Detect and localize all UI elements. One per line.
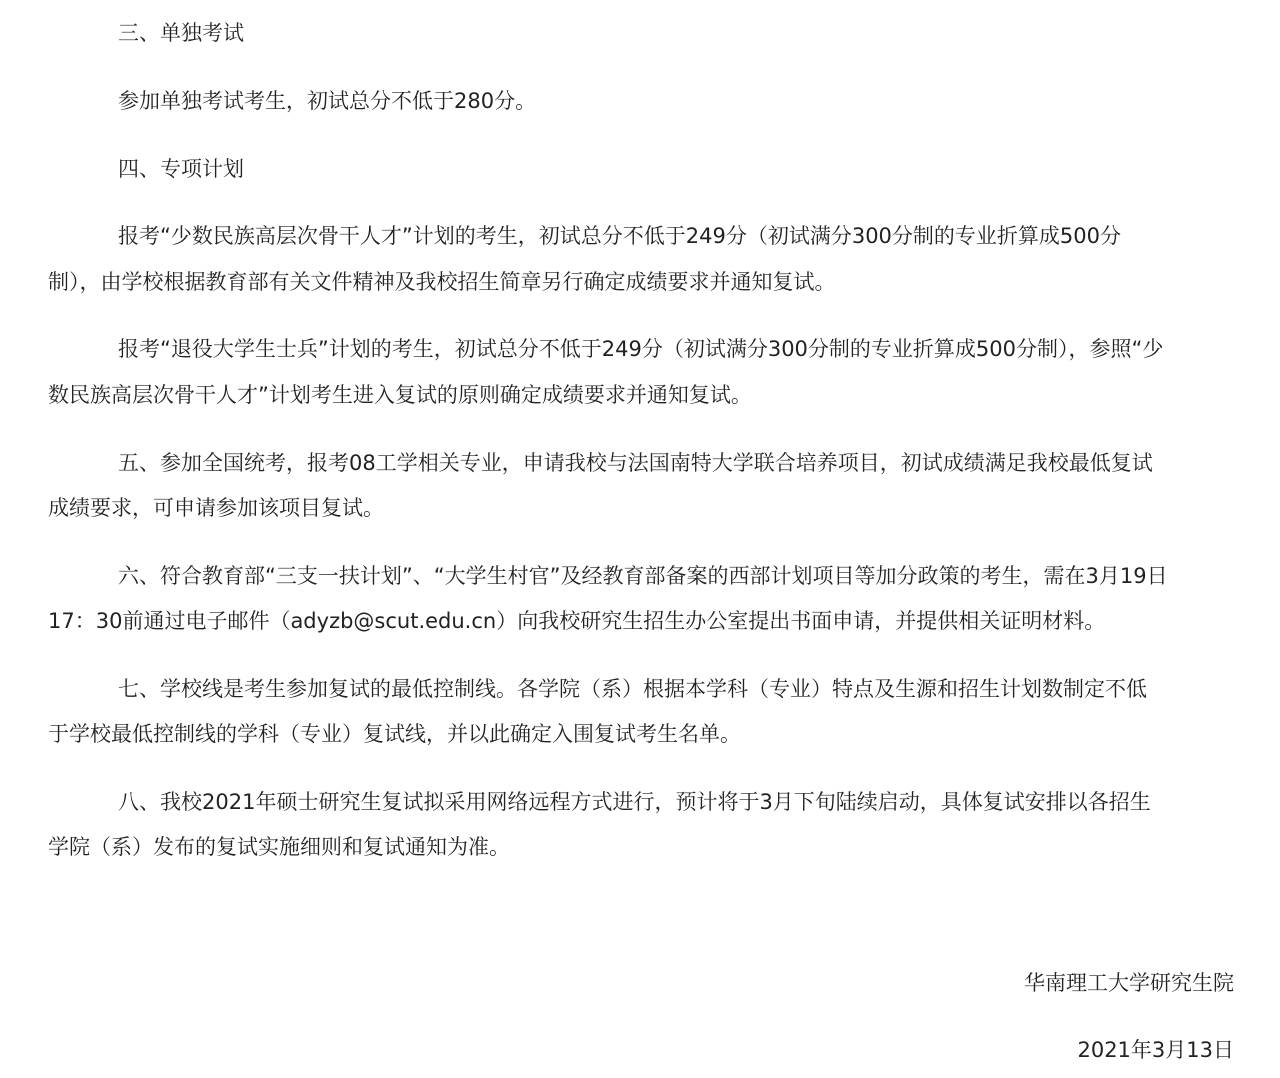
section-4-para2-line2: 数民族高层次骨干人才”计划考生进入复试的原则确定成绩要求并通知复试。	[48, 383, 752, 407]
section-3-heading: 三、单独考试	[118, 21, 244, 45]
signature-date: 2021年3月13日	[1077, 1038, 1234, 1062]
section-7-line1: 七、学校线是考生参加复试的最低控制线。各学院（系）根据本学科（专业）特点及生源和招生计划数制定不低	[118, 677, 1147, 701]
section-6-line1: 六、符合教育部“三支一扶计划”、“大学生村官”及经教育部备案的西部计划项目等加分政策的考生，需在3月19日	[118, 564, 1168, 588]
section-3-text: 参加单独考试考生，初试总分不低于280分。	[118, 89, 537, 113]
section-4-para1-line1: 报考“少数民族高层次骨干人才”计划的考生，初试总分不低于249分（初试满分300分制的专业折算成500分	[118, 224, 1122, 248]
signature-org: 华南理工大学研究生院	[1024, 971, 1234, 995]
section-4-heading: 四、专项计划	[118, 157, 244, 181]
section-8-line1: 八、我校2021年硕士研究生复试拟采用网络远程方式进行，预计将于3月下旬陆续启动，具体复试安排以各招生	[118, 790, 1151, 814]
section-4-para1-line2: 制），由学校根据教育部有关文件精神及我校招生简章另行确定成绩要求并通知复试。	[48, 270, 836, 294]
section-6-line2: 17：30前通过电子邮件（adyzb@scut.edu.cn）向我校研究生招生办公室提出书面申请，并提供相关证明材料。	[48, 609, 1106, 633]
section-5-line2: 成绩要求，可申请参加该项目复试。	[48, 496, 384, 520]
section-7-line2: 于学校最低控制线的学科（专业）复试线，并以此确定入围复试考生名单。	[48, 722, 741, 746]
section-5-line1: 五、参加全国统考，报考08工学相关专业，申请我校与法国南特大学联合培养项目，初试成绩满足我校最低复试	[118, 451, 1153, 475]
section-4-para2-line1: 报考“退役大学生士兵”计划的考生，初试总分不低于249分（初试满分300分制的专业折算成500分制），参照“少	[118, 337, 1164, 361]
section-8-line2: 学院（系）发布的复试实施细则和复试通知为准。	[48, 835, 510, 859]
